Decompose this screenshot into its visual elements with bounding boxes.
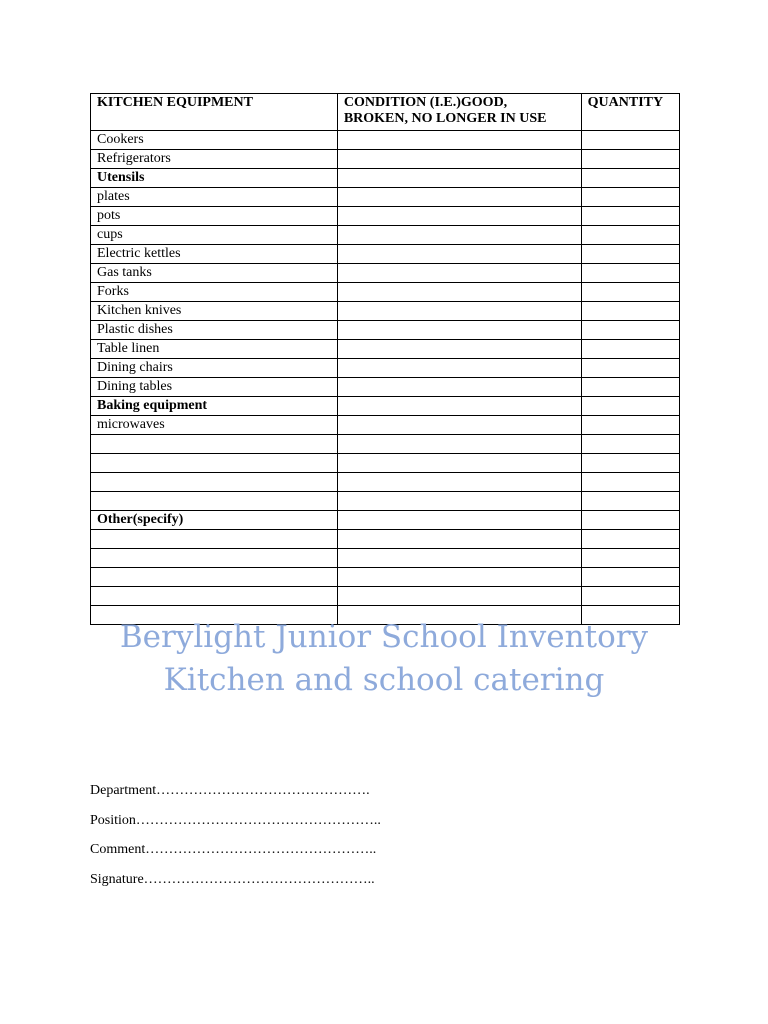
quantity-cell[interactable] xyxy=(581,188,679,207)
table-row xyxy=(91,226,680,245)
condition-cell[interactable] xyxy=(337,188,581,207)
table-row xyxy=(91,321,680,340)
table-row xyxy=(91,492,680,511)
equipment-cell: Utensils xyxy=(91,169,338,188)
table-row xyxy=(91,473,680,492)
table-row xyxy=(91,359,680,378)
quantity-cell[interactable] xyxy=(581,587,679,606)
equipment-cell: pots xyxy=(91,207,338,226)
condition-cell[interactable] xyxy=(337,378,581,397)
quantity-cell[interactable] xyxy=(581,549,679,568)
department-field[interactable]: Department………………………………………. xyxy=(90,783,370,798)
quantity-cell[interactable] xyxy=(581,359,679,378)
equipment-cell: Baking equipment xyxy=(91,397,338,416)
condition-cell[interactable] xyxy=(337,359,581,378)
equipment-cell: Electric kettles xyxy=(91,245,338,264)
comment-field[interactable]: Comment………………………………………….. xyxy=(90,842,377,857)
condition-cell[interactable] xyxy=(337,435,581,454)
equipment-cell: microwaves xyxy=(91,416,338,435)
condition-cell[interactable] xyxy=(337,226,581,245)
table-row xyxy=(91,549,680,568)
condition-cell[interactable] xyxy=(337,511,581,530)
quantity-cell[interactable] xyxy=(581,435,679,454)
table-header-row xyxy=(91,94,680,131)
equipment-cell: Gas tanks xyxy=(91,264,338,283)
quantity-cell[interactable] xyxy=(581,245,679,264)
quantity-cell[interactable] xyxy=(581,568,679,587)
quantity-cell[interactable] xyxy=(581,150,679,169)
equipment-cell: Dining chairs xyxy=(91,359,338,378)
header-condition: CONDITION (I.E.)GOOD, BROKEN, NO LONGER IN USE xyxy=(337,94,581,131)
table-row xyxy=(91,397,680,416)
condition-cell[interactable] xyxy=(337,302,581,321)
quantity-cell[interactable] xyxy=(581,492,679,511)
condition-cell[interactable] xyxy=(337,397,581,416)
table-row xyxy=(91,587,680,606)
condition-cell[interactable] xyxy=(337,473,581,492)
quantity-cell[interactable] xyxy=(581,530,679,549)
condition-cell[interactable] xyxy=(337,340,581,359)
inventory-table xyxy=(90,93,680,625)
header-kitchen-equipment: KITCHEN EQUIPMENT xyxy=(91,94,338,131)
quantity-cell[interactable] xyxy=(581,283,679,302)
title-line-school: Berylight Junior School Inventory xyxy=(119,619,649,655)
table-row xyxy=(91,416,680,435)
signoff-fields xyxy=(90,782,381,900)
quantity-cell[interactable] xyxy=(581,207,679,226)
condition-cell[interactable] xyxy=(337,492,581,511)
equipment-cell: plates xyxy=(91,188,338,207)
condition-cell[interactable] xyxy=(337,549,581,568)
condition-cell[interactable] xyxy=(337,321,581,340)
condition-cell[interactable] xyxy=(337,131,581,150)
signature-field[interactable]: Signature………………………………………….. xyxy=(90,871,375,887)
quantity-cell[interactable] xyxy=(581,169,679,188)
equipment-cell: Table linen xyxy=(91,340,338,359)
equipment-cell: Other(specify) xyxy=(91,511,338,530)
table-row xyxy=(91,169,680,188)
title-line-subtitle: Kitchen and school catering xyxy=(163,662,605,698)
equipment-cell: Cookers xyxy=(91,131,338,150)
equipment-cell xyxy=(91,549,338,568)
table-row xyxy=(91,530,680,549)
table-row xyxy=(91,188,680,207)
condition-cell[interactable] xyxy=(337,150,581,169)
quantity-cell[interactable] xyxy=(581,397,679,416)
equipment-cell: Plastic dishes xyxy=(91,321,338,340)
table-row xyxy=(91,511,680,530)
equipment-cell: Kitchen knives xyxy=(91,302,338,321)
equipment-cell xyxy=(91,454,338,473)
table-row xyxy=(91,131,680,150)
quantity-cell[interactable] xyxy=(581,302,679,321)
equipment-cell xyxy=(91,492,338,511)
quantity-cell[interactable] xyxy=(581,321,679,340)
quantity-cell[interactable] xyxy=(581,378,679,397)
condition-cell[interactable] xyxy=(337,245,581,264)
table-row xyxy=(91,435,680,454)
condition-cell[interactable] xyxy=(337,283,581,302)
document-title xyxy=(0,616,768,702)
table-row xyxy=(91,207,680,226)
quantity-cell[interactable] xyxy=(581,226,679,245)
table-row xyxy=(91,378,680,397)
table-row xyxy=(91,454,680,473)
quantity-cell[interactable] xyxy=(581,416,679,435)
condition-cell[interactable] xyxy=(337,264,581,283)
quantity-cell[interactable] xyxy=(581,340,679,359)
position-field[interactable]: Position…………………………………………….. xyxy=(90,812,381,828)
table-row xyxy=(91,302,680,321)
equipment-cell xyxy=(91,530,338,549)
condition-cell[interactable] xyxy=(337,568,581,587)
table-row xyxy=(91,245,680,264)
table-row xyxy=(91,150,680,169)
header-quantity: QUANTITY xyxy=(581,94,679,131)
table-row xyxy=(91,264,680,283)
equipment-cell: Dining tables xyxy=(91,378,338,397)
quantity-cell[interactable] xyxy=(581,131,679,150)
table-row xyxy=(91,568,680,587)
table-body xyxy=(91,131,680,625)
condition-cell[interactable] xyxy=(337,454,581,473)
condition-cell[interactable] xyxy=(337,207,581,226)
quantity-cell[interactable] xyxy=(581,473,679,492)
condition-cell[interactable] xyxy=(337,416,581,435)
equipment-cell xyxy=(91,568,338,587)
table-row xyxy=(91,340,680,359)
equipment-cell: Forks xyxy=(91,283,338,302)
condition-cell[interactable] xyxy=(337,587,581,606)
equipment-cell xyxy=(91,435,338,454)
condition-cell[interactable] xyxy=(337,530,581,549)
equipment-cell: Refrigerators xyxy=(91,150,338,169)
quantity-cell[interactable] xyxy=(581,264,679,283)
equipment-cell xyxy=(91,473,338,492)
quantity-cell[interactable] xyxy=(581,454,679,473)
condition-cell[interactable] xyxy=(337,169,581,188)
equipment-cell: cups xyxy=(91,226,338,245)
equipment-cell xyxy=(91,587,338,606)
quantity-cell[interactable] xyxy=(581,511,679,530)
table-row xyxy=(91,283,680,302)
